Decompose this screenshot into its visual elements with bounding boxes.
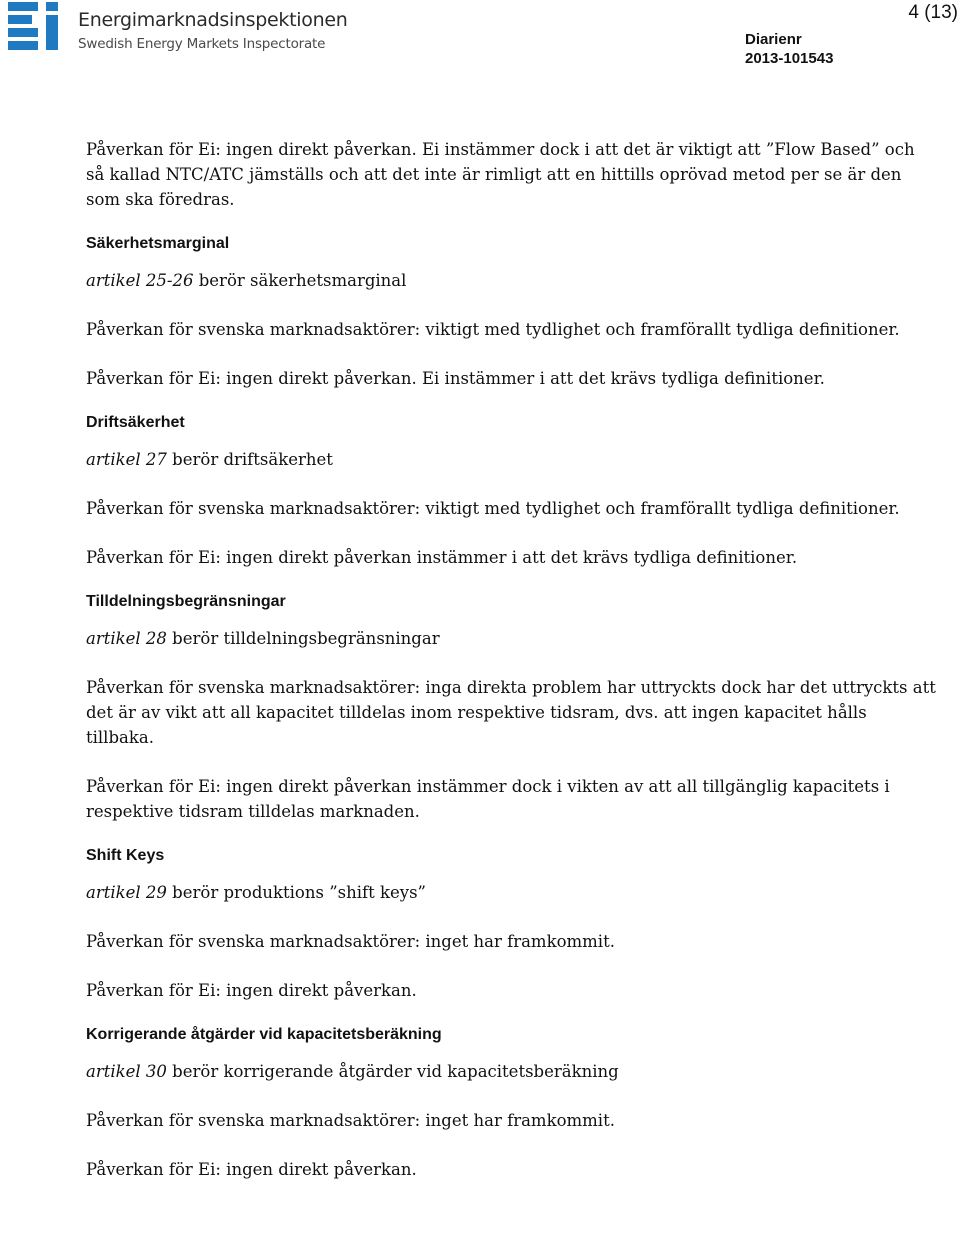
article-topic: berör korrigerande åtgärder vid kapacitetsberäkning — [166, 1062, 619, 1081]
market-impact: Påverkan för svenska marknadsaktörer: inget har framkommit. — [86, 1111, 615, 1130]
section — [86, 846, 936, 1003]
market-impact: Påverkan för svenska marknadsaktörer: inget har framkommit. — [86, 932, 615, 951]
market-impact: Påverkan för svenska marknadsaktörer: viktigt med tydlighet och framförallt tydliga definitioner. — [86, 320, 900, 339]
diarie-number: 2013-101543 — [745, 50, 834, 67]
article-reference — [86, 1059, 936, 1084]
diarie-block — [745, 30, 833, 68]
ei-impact: Påverkan för Ei: ingen direkt påverkan instämmer i att det krävs tydliga definitioner. — [86, 548, 798, 567]
article-topic: berör produktions ”shift keys” — [166, 883, 426, 902]
article-number: artikel 28 — [86, 629, 167, 648]
article-number: artikel 29 — [86, 883, 167, 902]
section-heading: Korrigerande åtgärder vid kapacitetsberäkning — [86, 1026, 442, 1043]
article-topic: berör säkerhetsmarginal — [193, 271, 407, 290]
document-body — [86, 137, 936, 1204]
article-reference — [86, 626, 936, 651]
article-reference — [86, 880, 936, 905]
ei-impact: Påverkan för Ei: ingen direkt påverkan. — [86, 981, 417, 1000]
market-impact: Påverkan för svenska marknadsaktörer: inga direkta problem har uttryckts dock har det uttryckts att det är av vikt att all kapacitet tilldelas inom respektive tidsram, dvs. att ingen kapacitet hålls tillbaka. — [86, 678, 936, 747]
org-name: Energimarknadsinspektionen — [78, 9, 348, 31]
article-number: artikel 30 — [86, 1062, 167, 1081]
org-name-en: Swedish Energy Markets Inspectorate — [78, 36, 326, 52]
logo — [8, 2, 348, 52]
ei-impact: Påverkan för Ei: ingen direkt påverkan. — [86, 1160, 417, 1179]
section — [86, 592, 936, 824]
section-heading: Tilldelningsbegränsningar — [86, 593, 286, 610]
article-reference — [86, 447, 936, 472]
ei-impact: Påverkan för Ei: ingen direkt påverkan. Ei instämmer i att det krävs tydliga definitioner. — [86, 369, 825, 388]
section-heading: Driftsäkerhet — [86, 414, 185, 431]
section — [86, 234, 936, 391]
diarie-label: Diarienr — [745, 31, 802, 48]
section — [86, 413, 936, 570]
article-number: artikel 25-26 — [86, 271, 194, 290]
intro-paragraph: Påverkan för Ei: ingen direkt påverkan. Ei instämmer dock i att det är viktigt att ”Flow Based” och så kallad NTC/ATC jämställs och att det inte är rimligt att en hittills oprövad metod per se är den som ska föredras. — [86, 140, 915, 209]
article-topic: berör driftsäkerhet — [166, 450, 333, 469]
article-topic: berör tilldelningsbegränsningar — [166, 629, 440, 648]
ei-logo-icon — [8, 2, 64, 50]
section-heading: Shift Keys — [86, 847, 165, 864]
page-number: 4 (13) — [908, 2, 958, 23]
section-heading: Säkerhetsmarginal — [86, 235, 230, 252]
market-impact: Påverkan för svenska marknadsaktörer: viktigt med tydlighet och framförallt tydliga definitioner. — [86, 499, 900, 518]
article-reference — [86, 268, 936, 293]
section — [86, 1025, 936, 1182]
ei-impact: Påverkan för Ei: ingen direkt påverkan instämmer dock i vikten av att all tillgänglig kapacitets i respektive tidsram tilldelas marknaden. — [86, 777, 890, 821]
article-number: artikel 27 — [86, 450, 167, 469]
